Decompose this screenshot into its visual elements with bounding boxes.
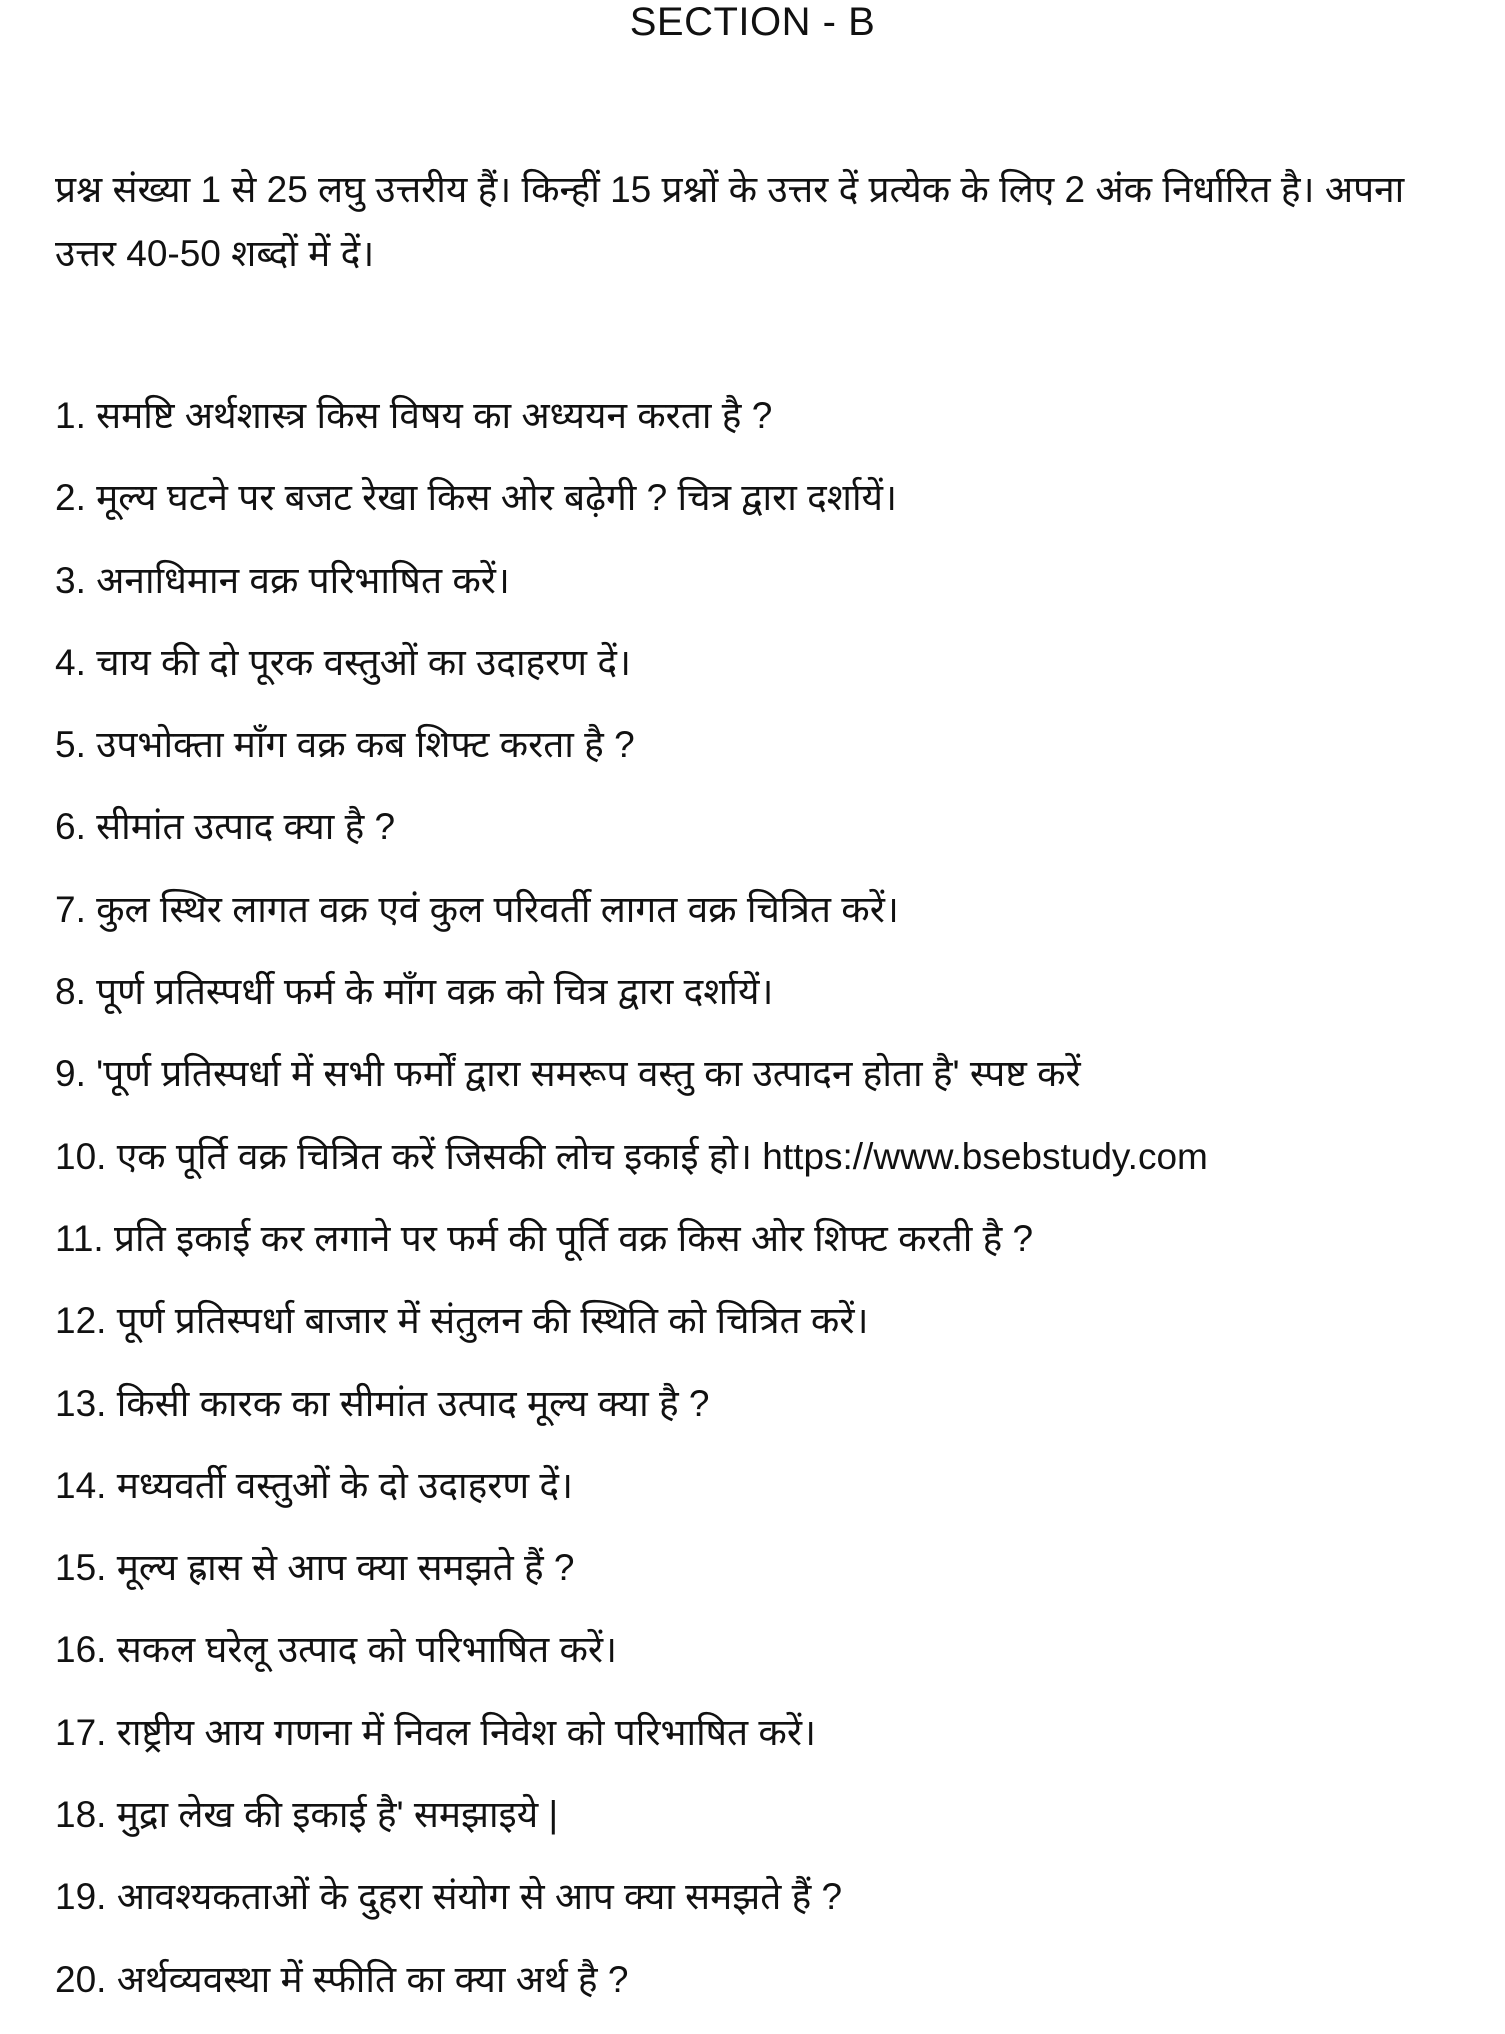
instructions: प्रश्न संख्या 1 से 25 लघु उत्तरीय हैं। किन्हीं 15 प्रश्नों के उत्तर दें प्रत्येक के लिए 2 अंक निर्धारित है। अपना उत्तर 40-50 शब्दों में दें।: [55, 169, 1405, 274]
question-item: 17. राष्ट्रीय आय गणना में निवल निवेश को परिभाषित करें।: [55, 1711, 817, 1753]
question-item: 13. किसी कारक का सीमांत उत्पाद मूल्य क्या है ?: [55, 1382, 710, 1424]
question-item: 1. समष्टि अर्थशास्त्र किस विषय का अध्ययन करता है ?: [55, 395, 773, 436]
question-item: 10. एक पूर्ति वक्र चित्रित करें जिसकी लोच इकाई हो। https://www.bsebstudy.com: [55, 1135, 1208, 1177]
question-item: 3. अनाधिमान वक्र परिभाषित करें।: [55, 559, 510, 601]
question-item: 4. चाय की दो पूरक वस्तुओं का उदाहरण दें।: [55, 641, 632, 683]
question-list: [55, 388, 1208, 2034]
question-item: 2. मूल्य घटने पर बजट रेखा किस ओर बढ़ेगी ? चित्र द्वारा दर्शायें।: [55, 477, 898, 519]
question-item: 20. अर्थव्यवस्था में स्फीति का क्या अर्थ है ?: [55, 1958, 629, 2000]
question-item: 7. कुल स्थिर लागत वक्र एवं कुल परिवर्ती लागत वक्र चित्रित करें।: [55, 888, 899, 930]
question-item: 15. मूल्य ह्रास से आप क्या समझते हैं ?: [55, 1547, 575, 1589]
question-item: 9. 'पूर्ण प्रतिस्पर्धा में सभी फर्मों द्वारा समरूप वस्तु का उत्पादन होता है' स्पष्ट करें: [55, 1053, 1081, 1095]
question-item: 18. मुद्रा लेख की इकाई है' समझाइये |: [55, 1794, 559, 1836]
question-item: 19. आवश्यकताओं के दुहरा संयोग से आप क्या समझते हैं ?: [55, 1876, 843, 1918]
question-item: 8. पूर्ण प्रतिस्पर्धी फर्म के माँग वक्र को चित्र द्वारा दर्शायें।: [55, 971, 774, 1013]
question-item: 11. प्रति इकाई कर लगाने पर फर्म की पूर्ति वक्र किस ओर शिफ्ट करती है ?: [55, 1217, 1034, 1259]
question-item: 16. सकल घरेलू उत्पाद को परिभाषित करें।: [55, 1629, 618, 1671]
question-item: 14. मध्यवर्ती वस्तुओं के दो उदाहरण दें।: [55, 1464, 574, 1506]
section-title: SECTION - B: [629, 0, 876, 44]
question-item: 5. उपभोक्ता माँग वक्र कब शिफ्ट करता है ?: [55, 724, 635, 766]
question-item: 6. सीमांत उत्पाद क्या है ?: [55, 806, 396, 848]
question-item: 12. पूर्ण प्रतिस्पर्धा बाजार में संतुलन की स्थिति को चित्रित करें।: [55, 1300, 869, 1342]
